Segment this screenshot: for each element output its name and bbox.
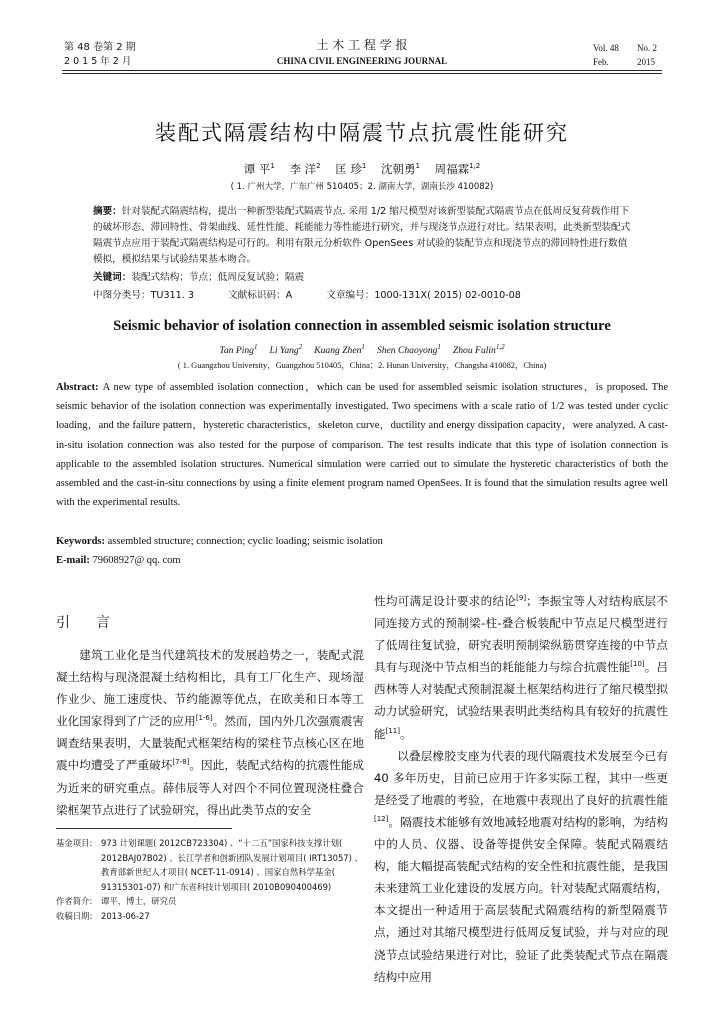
citation[interactable]: [12] <box>374 815 389 824</box>
article-no-label: 文章编号： <box>326 290 375 301</box>
citation[interactable]: [11] <box>385 726 400 735</box>
author-bio-text: 谭平，博士，研究员 <box>101 896 177 907</box>
footnote-author <box>56 894 366 909</box>
keywords-en-label: Keywords: <box>56 536 105 547</box>
doc-code-value: A <box>285 290 293 301</box>
footnote-rule <box>56 828 232 829</box>
header-rule-bottom <box>62 73 662 74</box>
citation[interactable]: [9] <box>516 594 527 603</box>
author-en: Li Yang$^2$ <box>269 342 303 356</box>
affiliation-en: ( 1. Guangzhou University，Guangzhou 510405，China；2. Hunan University，Changsha 410082，China) <box>177 361 547 370</box>
author-cn: 李 洋$^2$ <box>289 162 321 176</box>
keywords-cn <box>93 270 653 286</box>
keywords-en-text: assembled structure; connection; cyclic loading; seismic isolation <box>107 536 383 547</box>
author-cn: 周福霖$^{1,2}$ <box>434 162 481 176</box>
abstract-en-label: Abstract: <box>56 382 99 393</box>
authors-en <box>0 342 724 356</box>
abstract-en-text: A new type of assembled isolation connection，which can be used for assembled seismic isolation structures，is proposed. The seismic behavior of the isolation connection was experimentally investigated. Two specimens with a scale ratio of 1/2 was tested under cyclic loading，and the failure pattern，hysteretic characteristics，skeleton curve，ductility and energy dissipation capacity，were analyzed. A cast-in-situ isolation connection was also tested for the purpose of comparison. The test results indicate that this type of isolation connection is applicable to the assembled isolation structures. Numerical simulation were carried out to simulate the hysteretic characteristics of both the assembled and the cast-in-situ connections by using a finite element program named OpenSees. It is found that the simulation results agree well with the experimental results. <box>56 382 668 509</box>
keywords-cn-label: 关键词： <box>93 272 132 283</box>
body-paragraph: 建筑工业化是当代建筑技术的发展趋势之一，装配式混凝土结构与现浇混凝土结构相比，具有工厂化生产、现场湿作业少、施工速度快、节约能源等优点，在欧美和日本等工业化国家得到了广泛的应用[1-6]。然而，国内外几次强震震害调查结果表明，大量装配式框架结构的梁柱节点核心区在地震中均遭受了严重破坏[7-8]。因此，装配式结构的抗震性能成为近来的研究重点。薛伟辰等人对四个不同位置现浇柱叠合梁框架节点进行了试验研究，得出此类节点的安全 <box>56 648 364 817</box>
doc-code-label: 文献标识码： <box>228 290 286 301</box>
author-bio-label: 作者简介: <box>56 896 93 907</box>
header-date-cn: 2 0 1 5 年 2 月 <box>64 56 132 67</box>
abstract-cn-label: 摘要： <box>93 206 122 217</box>
citation[interactable]: [7-8] <box>172 758 190 767</box>
abstract-cn <box>93 204 633 268</box>
affiliation-cn: ( 1. 广州大学，广东广州 510405；2. 湖南大学，湖南长沙 410082) <box>230 182 494 192</box>
body-paragraph: 性均可满足设计要求的结论[9]；李振宝等人对结构底层不同连接方式的预制梁-柱-叠合板装配中节点足尺模型进行了低周往复试验，研究表明预制梁纵筋贯穿连接的中节点具有与现浇中节点相当的耗能能力与综合抗震性能[10]。吕西林等人对装配式预制混凝土框架结构进行了缩尺模型拟动力试验研究，试验结果表明此类结构具有较好的抗震性能[11]。 <box>374 594 668 741</box>
author-en: Kuang Zhen$^1$ <box>314 342 365 356</box>
author-cn: 匡 珍$^1$ <box>335 162 367 176</box>
authors-cn <box>0 161 724 177</box>
author-en: Tan Ping$^1$ <box>219 342 258 356</box>
email-address[interactable]: 79608927@ qq. com <box>92 555 181 566</box>
body-paragraph: 以叠层橡胶支座为代表的现代隔震技术发展至今已有 40 多年历史，目前已应用于许多实际工程，其中一些更是经受了地震的考验，在地震中表现出了良好的抗震性能[12]。隔震技术能够有效地减轻地震对结构的影响，为结构中的人员、仪器、设备等提供安全保障。装配式隔震结构，能大幅提高装配式结构的安全性和抗震性能，是我国未来建筑工业化建设的发展方向。针对装配式隔震结构，本文提出一种适用于高层装配式隔震结构的新型隔震节点，通过对其缩尺模型进行低周反复试验，并与对应的现浇节点试验结果进行对比，验证了此类装配式节点在隔震结构中应用 <box>374 748 668 984</box>
header-volume: 第 48 卷第 2 期 <box>64 42 136 53</box>
author-en: Shen Chaoyong$^1$ <box>376 342 441 356</box>
header-year-en: 2015 <box>637 57 655 67</box>
fund-label: 基金项目: <box>56 838 93 848</box>
clc-label: 中图分类号： <box>93 290 151 301</box>
citation[interactable]: [10] <box>630 660 645 669</box>
header-month-en: Feb. <box>593 57 609 67</box>
email-line <box>56 555 668 566</box>
abstract-cn-text: 针对装配式隔震结构，提出一种新型装配式隔震节点. 采用 1/2 缩尺模型对该新型装配式隔震节点在低周反复荷载作用下的破坏形态、滞回特性、骨架曲线、延性性能、耗能能力等性能进行研究，并与现浇节点进行对比。结果表明，此类新型装配式隔震节点应用于装配式隔震结构是可行的。利用有限元分析软件 OpenSees 对试验的装配节点和现浇节点的滞回特性进行数值模拟，模拟结果与试验结果基本吻合。 <box>93 206 631 265</box>
header-rule-top <box>62 70 662 71</box>
footnote-received <box>56 909 366 924</box>
abstract-en <box>56 378 668 512</box>
received-date: 2013-06-27 <box>101 910 150 921</box>
paper-title-en: Seismic behavior of isolation connection in assembled seismic isolation structure <box>113 318 611 334</box>
body-column-right <box>374 590 668 988</box>
paper-title-cn: 装配式隔震结构中隔震节点抗震性能研究 <box>155 121 569 145</box>
received-label: 收稿日期: <box>56 910 93 921</box>
author-en: Zhou Fulin$^{1,2}$ <box>452 342 505 356</box>
body-column-left <box>56 644 364 821</box>
clc-value: TU311. 3 <box>150 290 194 301</box>
author-cn: 沈朝勇$^1$ <box>381 162 420 176</box>
citation[interactable]: [1-6] <box>195 714 213 723</box>
footnotes <box>56 836 366 924</box>
email-label: E-mail: <box>56 555 90 566</box>
classification-line <box>93 288 653 304</box>
section-heading-introduction: 引言 <box>56 615 136 631</box>
journal-title-en: CHINA CIVIL ENGINEERING JOURNAL <box>276 56 448 66</box>
keywords-cn-text: 装配式结构；节点；低周反复试验；隔震 <box>131 272 305 283</box>
footnote-fund <box>56 836 366 894</box>
header-vol-en: Vol. 48 <box>593 43 619 53</box>
journal-title-cn: 土 木 工 程 学 报 <box>316 38 408 52</box>
fund-text: 973 计划课题( 2012CB723304) 、“十二五”国家科技支撑计划( 2012BAJ07B02) 、长江学者和创新团队发展计划项目( IRT13057) 、教育部新世纪人才项目( NCET-11-0914) 、国家自然科学基金( 91315301-07) 和广东省科技计划项目( 2010B090400469) <box>101 838 363 892</box>
author-cn: 谭 平$^1$ <box>243 162 275 176</box>
header-no-en: No. 2 <box>637 43 657 53</box>
keywords-en <box>56 536 668 547</box>
article-no-value: 1000-131X( 2015) 02-0010-08 <box>374 290 521 301</box>
